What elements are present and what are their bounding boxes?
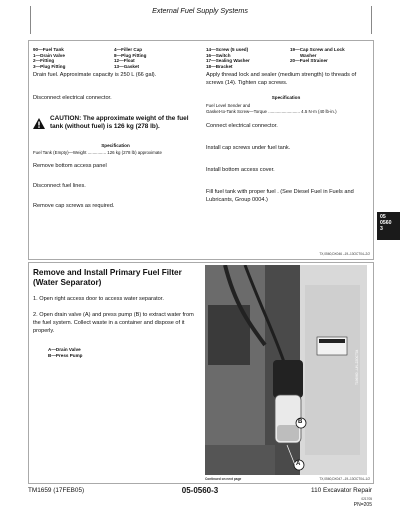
legend-item: 16—Switch — [206, 52, 231, 58]
legend-item: 12—Float — [114, 58, 135, 64]
legend-column-1 — [33, 47, 113, 69]
step-disconnect-connector: Disconnect electrical connector. — [33, 95, 112, 101]
step-connect-connector: Connect electrical connector. — [206, 123, 278, 129]
footer-manual-title: 110 Excavator Repair — [311, 487, 372, 494]
legend-item: 20—Fuel Strainer — [290, 58, 328, 64]
spec-title-right: Specification — [271, 95, 301, 100]
tab-line: 05 — [380, 214, 386, 220]
legend-item: Washer — [300, 52, 317, 58]
callout-label-b: B — [298, 419, 303, 425]
section-side-tab — [377, 212, 400, 240]
legend-item: 8—Plug Fitting — [114, 52, 147, 58]
page-header-title: External Fuel Supply Systems — [152, 6, 248, 15]
legend-column-2 — [114, 47, 194, 69]
legend-item: A—Drain Valve — [48, 347, 81, 352]
legend-column-4 — [290, 47, 370, 64]
legend-item: 18—Bracket — [206, 63, 233, 69]
legend-item: 90—Fuel Tank — [33, 47, 64, 52]
step-open-access-door: 1. Open right access door to access water separator. — [33, 296, 164, 302]
step-open-drain-valve: 2. Open drain valve (A) and press pump (B) to extract water from the fuel system. Collect waste in a container and dispose of it properly. — [33, 312, 194, 334]
step-fill-fuel-tank: Fill fuel tank with proper fuel . (See Diesel Fuel in Fuels and Lubricants, Group 0004.) — [206, 189, 354, 203]
spec-title: Specification — [101, 143, 130, 148]
section-reference-code: TX,0560,DX046 –19–13OCT04–2/2 — [319, 252, 370, 256]
continued-note: Continued on next page — [205, 477, 242, 481]
legend-item: 3—Plug Fitting — [33, 63, 66, 69]
legend-item: 13—Gasket — [114, 63, 140, 69]
step-drain-fuel: Drain fuel. Approximate capacity is 250 L (66 gal). — [33, 72, 157, 78]
spec-fuel-tank-weight: Fuel Tank (Empty)—Weight ............... 126 kg (278 lb) approximate — [33, 150, 162, 155]
photo-illustration — [205, 265, 367, 475]
section-title: Remove and Install Primary Fuel Filter (Water Separator) — [33, 268, 182, 287]
spec-sender-line1: Fuel Level Sender and — [206, 103, 251, 108]
legend-column-3 — [206, 47, 286, 69]
legend-item: B—Press Pump — [48, 352, 83, 358]
photo-reference: T196960 –UN–22OCT04 — [355, 349, 359, 385]
step-apply-thread-lock: Apply thread lock and sealer (medium strength) to threads of screws (14). Tighten cap screws. — [206, 72, 357, 86]
step-remove-panel: Remove bottom access panel — [33, 163, 107, 169]
callout-label-a: A — [296, 461, 301, 467]
legend-item: 17—Sealing Washer — [206, 58, 250, 64]
photo-legend — [48, 347, 148, 358]
step-remove-cap-screws: Remove cap screws as required. — [33, 203, 115, 209]
footer-page-number: 05-0560-3 — [181, 486, 219, 495]
footer-date: 021705 — [361, 497, 372, 501]
legend-item: 4—Filler Cap — [114, 47, 143, 52]
spec-sender-line2: Gasket-to-Tank Screw—Torque .......................... 4.5 N·m (40 lb-in.) — [206, 109, 337, 114]
step-disconnect-fuel-lines: Disconnect fuel lines. — [33, 183, 86, 189]
legend-item: 1—Drain Valve — [33, 52, 65, 58]
warning-triangle-icon — [33, 118, 45, 129]
tab-line: 0560 — [380, 220, 392, 226]
footer-doc-id: TM1659 (17FEB05) — [28, 487, 85, 494]
caution-text: CAUTION: The approximate weight of the fuel tank (without fuel) is 126 kg (278 lb). — [50, 115, 189, 131]
section-reference-code-2: TX,0560,DX047 –19–13OCT04–1/2 — [319, 477, 370, 481]
footer-pn: PN=205 — [353, 502, 372, 508]
legend-item: 2—Fitting — [33, 58, 55, 64]
water-separator-photo — [205, 265, 367, 475]
legend-item: 14—Screw (5 used) — [206, 47, 249, 52]
step-install-cover: Install bottom access cover. — [206, 167, 275, 173]
legend-item: 19—Cap Screw and Lock — [290, 47, 345, 52]
tab-line: 3 — [380, 226, 383, 232]
step-install-cap-screws: Install cap screws under fuel tank. — [206, 145, 291, 151]
caution-block — [33, 115, 201, 141]
